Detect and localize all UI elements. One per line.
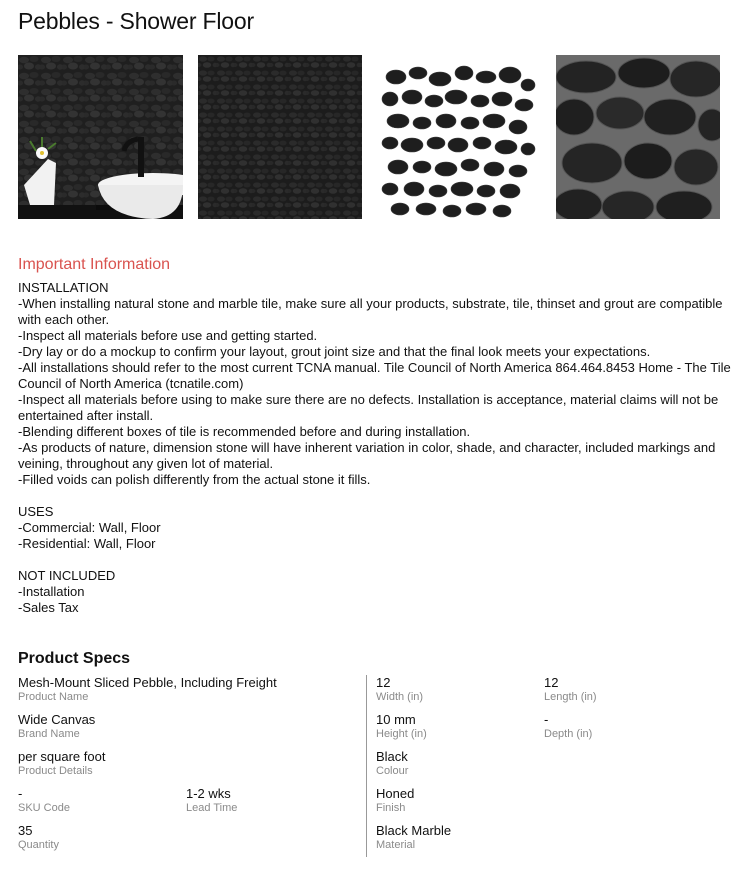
pebble-detail-image xyxy=(556,55,720,219)
pebble-wall-image xyxy=(198,55,362,219)
pebble-sheet-image xyxy=(376,55,540,219)
spec-product-details: per square foot Product Details xyxy=(18,749,106,777)
spec-product-name: Mesh-Mount Sliced Pebble, Including Freight Product Name xyxy=(18,675,277,703)
not-included-line: -Sales Tax xyxy=(18,600,79,615)
spec-sku-code: - SKU Code xyxy=(18,786,70,814)
important-information-body xyxy=(18,280,734,616)
product-specs-heading: Product Specs xyxy=(18,650,131,667)
gallery-image-wall[interactable] xyxy=(198,55,362,219)
installation-line: -Filled voids can polish differently from the actual stone it fills. xyxy=(18,472,371,487)
gallery-image-detail[interactable] xyxy=(556,55,720,219)
gallery-image-sheet[interactable] xyxy=(376,55,540,219)
important-information-heading: Important Information xyxy=(18,256,171,273)
spec-length: 12 Length (in) xyxy=(544,675,597,703)
installation-line: -All installations should refer to the most current TCNA manual. Tile Council of North America 864.464.8453 Home - The Tile Council of North America (tcnatile.com) xyxy=(18,360,731,391)
installation-line: -As products of nature, dimension stone will have inherent variation in color, shade, and character, included markings and veining, throughout any given lot of material. xyxy=(18,440,716,471)
installation-line: -Dry lay or do a mockup to confirm your layout, grout joint size and that the final look meets your expectations. xyxy=(18,344,651,359)
product-specs-table xyxy=(18,675,738,860)
not-included-line: -Installation xyxy=(18,584,85,599)
spec-brand-name: Wide Canvas Brand Name xyxy=(18,712,96,740)
bathroom-scene-image xyxy=(18,55,183,219)
not-included-heading: NOT INCLUDED xyxy=(18,568,116,583)
gallery-image-bathroom[interactable] xyxy=(18,55,183,219)
uses-line: -Residential: Wall, Floor xyxy=(18,536,156,551)
spec-width: 12 Width (in) xyxy=(376,675,424,703)
spec-height: 10 mm Height (in) xyxy=(376,712,427,740)
spec-lead-time: 1-2 wks Lead Time xyxy=(186,786,238,814)
installation-line: -Inspect all materials before use and getting started. xyxy=(18,328,318,343)
page-title: Pebbles - Shower Floor xyxy=(18,8,254,34)
uses-line: -Commercial: Wall, Floor xyxy=(18,520,161,535)
spec-material: Black Marble Material xyxy=(376,823,452,851)
spec-depth: - Depth (in) xyxy=(544,712,593,740)
image-gallery xyxy=(18,55,723,219)
spec-colour: Black Colour xyxy=(376,749,409,777)
installation-line: -Blending different boxes of tile is recommended before and during installation. xyxy=(18,424,471,439)
spec-finish: Honed Finish xyxy=(376,786,415,814)
installation-heading: INSTALLATION xyxy=(18,280,109,295)
spec-quantity: 35 Quantity xyxy=(18,823,59,851)
installation-line: -Inspect all materials before using to make sure there are no defects. Installation is acceptance, material claims will not be entertained after install. xyxy=(18,392,719,423)
specs-divider xyxy=(366,675,367,857)
uses-heading: USES xyxy=(18,504,54,519)
installation-line: -When installing natural stone and marble tile, make sure all your products, substrate, tile, thinset and grout are compatible with each other. xyxy=(18,296,723,327)
